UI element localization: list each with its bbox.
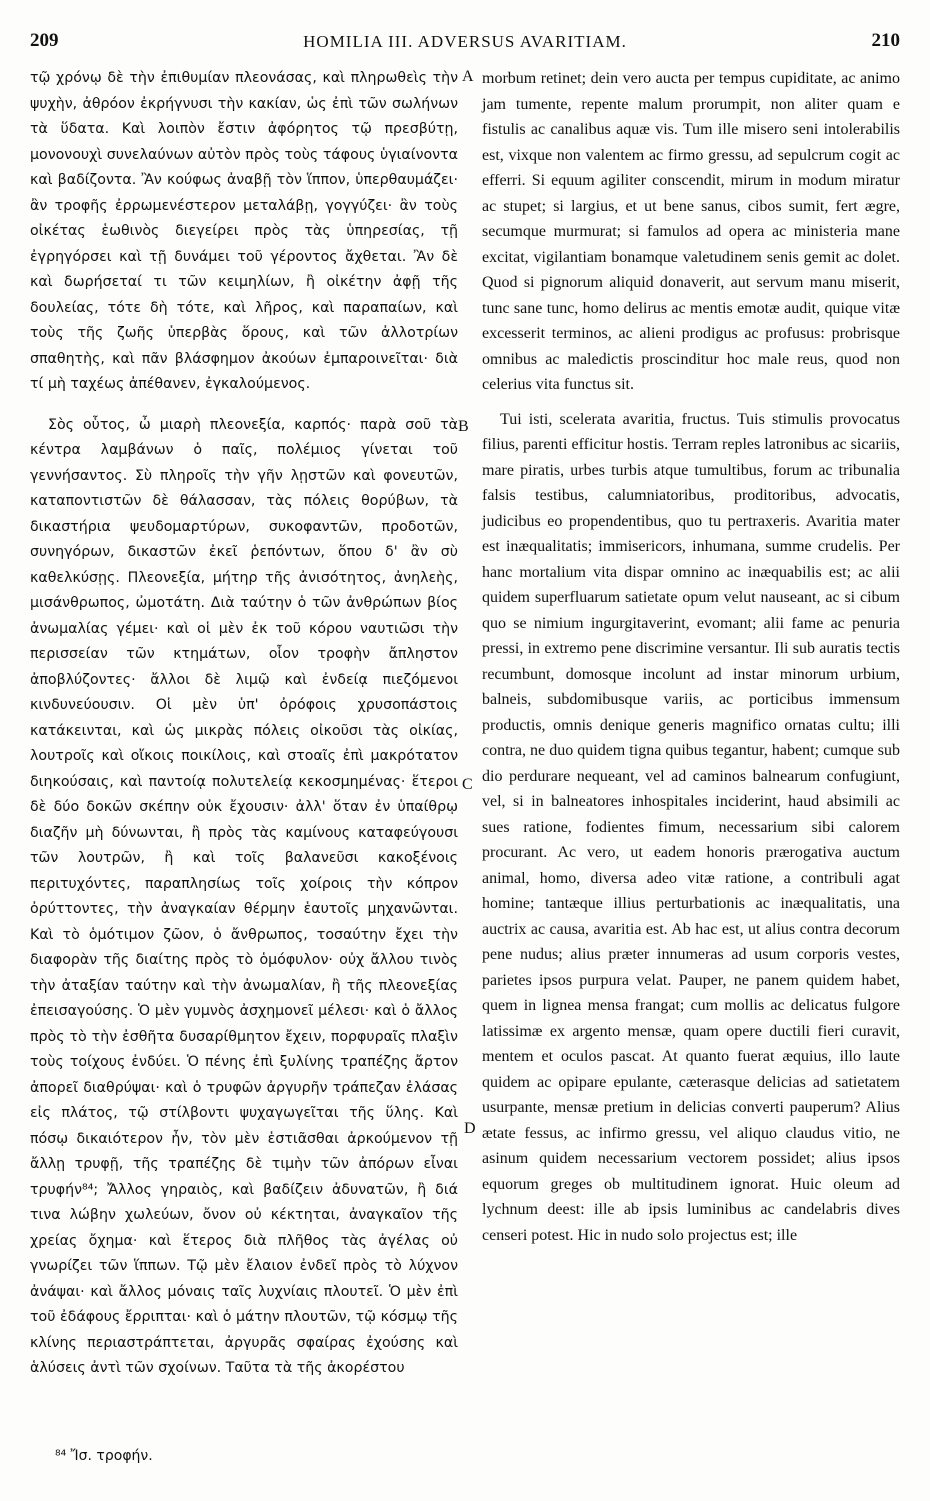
greek-paragraph-1: τῷ χρόνῳ δὲ τὴν ἐπιθυμίαν πλεονάσας, καὶ πληρωθεὶς τὴν ψυχὴν, ἀθρόον ἐκρήγνυσι τὴν κακίαν, ὡς ἐπὶ τῶν σωλήνων τὰ ὕδατα. Καὶ λοιπὸν ἔστιν ἀφόρητος τῷ πρεσβύτῃ, μονονουχὶ συνελαύνων αὐτὸν πρὸς τοὺς τάφους ὑγιαίνοντα καὶ βαδίζοντα. Ἂν κούφως ἀναβῇ τὸν ἵππον, ὑπερθαυμάζει· ἂν τροφῆς ἐρρωμενέστερον μεταλάβῃ, γογγύζει· ἂν τοὺς οἰκέτας ἑωθινὸς διεγείρει πρὸς τὰς ὑπηρεσίας, τῇ ἐγρηγόρσει καὶ τῇ δυνάμει τοῦ γέροντος ἄχθεται. Ἂν δὲ καὶ δωρήσεταί τι τῶν κειμηλίων, ἢ οἰκέτην ἀφῇ τῆς δουλείας, τότε δὴ τότε, καὶ λῆρος, καὶ παραπαίων, καὶ τοὺς τῆς ζωῆς ὑπερβὰς ὅρους, καὶ τῶν ἀλλοτρίων σπαθητὴς, καὶ πᾶν βλάσφημον ἀκούων ἐμπαροινεῖται· διὰ τί μὴ ταχέως ἀπέθανεν, ἐγκαλούμενος. [30, 70, 458, 392]
latin-paragraph-2: Tui isti, scelerata avaritia, fructus. Tuis stimulis provocatus filius, parenti efficitur hostis. Terram reples latronibus ac sicariis, mare piratis, urbes turbis atque tumultibus, forum ac tribunalia falsis testibus, calumniatoribus, proditoribus, advocatis, judicibus eo propendentibus, quo tu pertraxeris. Avaritia mater est inæqualitatis; immisericors, inhumana, summe crudelis. Per hanc mortalium vita dispar omnino ac inæquabilis est; ac alii quidem superfluarum satietate opum velut nauseant, ac si cibum quo se nimium ingurgitaverint, evomant; alii fame ac penuria pressi, in extremo pene discrimine versantur. Ili sub auratis tectis recumbunt, domosque incolunt ad instar minorum urbium, balneis, subdomibusque variis, ac porticibus immensum productis, omnis denique generis magnifico ornatas cultu; illi contra, ne duo quidem tigna quibus tegantur, habent; cumque sub dio perdurare nequeant, vel ad caminos balnearum confugiunt, vel, si in balneatores inhospitales inciderint, haud absimili ac sues ratione, fodientes fimum, necessarium sibi calorem procurant. Ac vero, ut eadem honoris prærogativa auctum animal, homo, diversa adeo vitæ ratione, a contribuli agat homine; tantæque illius perturbationis ac inæqualitatis, una auctrix ac causa, avaritia est. Ab hac est, ut alius contra decorum pene nudus; alius præter innumeras ad usum corporis vestes, parietes ipsos purpura velat. Pauper, ne panem quidem habet, quem in lignea mensa frangat; cum mollis ac delicatus fulgore latissimæ ex argento mensæ, quam opere ductili fieri curavit, mentem et oculos pascat. At quanto fuerat æquius, illo laute quidem ac opipare epulante, cæterasque delicias ad satietatem usurpante, mensæ pretium in delicias converti pauperum? Alius ætate fessus, ac infirmo gressu, vel aliquo claudus vitio, ne asinum quidem necessarium vectorem possidet; alius ipsos equorum greges ob multitudinem ignorat. Huic oleum ad lychnum deest: ille ab ipsis luminibus ac candelabris dives censeri potest. Hic in nudo solo projectus est; ille [482, 410, 900, 1244]
running-title: HOMILIA III. ADVERSUS AVARITIAM. [303, 32, 627, 51]
latin-column [482, 66, 900, 1248]
latin-paragraph-1: morbum retinet; dein vero aucta per tempus cupiditate, ac animo jam tumente, repente malum prorumpit, non aliter quam e fistulis ac canalibus aquæ vis. Tum ille misero seni intolerabilis est, vixque non valentem ac firmo gressu, ad sepulcrum cogit ac efferri. Si equum agiliter conscendit, mirum in modum miratur ac stupet; si largius, et ut bene sanus, cibos sumit, fert ægre, secumque murmurat; si famulos ad opera ac ministeria mane excitat, vigilantiam bonamque valetudinem senis gemit ac dolet. Quod si pignorum aliquid donaverit, aut servum manu miserit, tunc sane tunc, homo delirus ac mentis emotæ audit, quique vitæ excesserit terminos, ac alieni prodigus ac profusus: probrisque omnibus ac maledictis proscinditur hoc male reus, quod non celerius vita functus sit. [482, 70, 900, 393]
margin-marker-d: D [464, 1120, 476, 1137]
greek-paragraph-2: Σὸς οὗτος, ὦ μιαρὴ πλεονεξία, καρπός· παρὰ σοῦ τὰ κέντρα λαμβάνων ὁ παῖς, πολέμιος γίνεται τοῦ γεννήσαντος. Σὺ πληροῖς τὴν γῆν λῃστῶν καὶ φονευτῶν, καταποντιστῶν δὲ θάλασσαν, τὰς πόλεις θορύβων, τὰ δικαστήρια ψευδομαρτύρων, συκοφαντῶν, προδοτῶν, συνηγόρων, δικαστῶν ἐκεῖ ῥεπόντων, ὅπου δ' ἂν σὺ καθελκύσῃς. Πλεονεξία, μήτηρ τῆς ἀνισότητος, ἀνηλεὴς, μισάνθρωπος, ὠμοτάτη. Διὰ ταύτην ὁ τῶν ἀνθρώπων βίος ἀνωμαλίας γέμει· καὶ οἱ μὲν ἐκ τοῦ κόρου ναυτιῶσι τὴν περισσείαν τῶν κτημάτων, οἷον τροφὴν ἄπληστον ἀποβλύζοντες· ἄλλοι δὲ λιμῷ καὶ ἐνδείᾳ πιεζόμενοι κινδυνεύουσιν. Οἱ μὲν ὑπ' ὀρόφοις χρυσοπάστοις κατάκεινται, καὶ ὡς μικρὰς πόλεις οἰκοῦσι τὰς οἰκίας, λουτροῖς καὶ οἴκοις ποικίλοις, καὶ στοαῖς ἐπὶ μακρότατον διηκούσαις, καὶ παντοίᾳ πολυτελείᾳ κεκοσμημένας· ἕτεροι δὲ δύο δοκῶν σκέπην οὐκ ἔχουσιν· ἀλλ' ὅταν ἐν ὑπαίθρῳ διαζῆν μὴ δύνωνται, ἢ πρὸς τὰς καμίνους καταφεύγουσι τῶν λουτρῶν, ἢ καὶ τοῖς βαλανεῦσι κακοξένοις περιτυχόντες, παραπλησίως τοῖς χοίροις τὴν κόπρον ὀρύττοντες, τὴν ἀναγκαίαν θέρμην ἑαυτοῖς μηχανῶνται. Καὶ τὸ ὁμότιμον ζῶον, ὁ ἄνθρωπος, τοσαύτην ἔχει τὴν διαφορὰν τῆς διαίτης πρὸς τὸ ὁμόφυλον· οὐχ ἄλλου τινὸς τὴν ἀταξίαν ταύτην καὶ τὴν ἀνωμαλίαν, ἢ τῆς πλεονεξίας ἐπεισαγούσης. Ὁ μὲν γυμνὸς ἀσχημονεῖ μέλεσι· καὶ ὁ ἄλλος πρὸς τὸ τὴν ἐσθῆτα δυσαρίθμητον ἔχειν, πορφυραῖς πλαξὶν τοὺς τοίχους ἐνδύει. Ὁ πένης ἐπὶ ξυλίνης τραπέζης ἄρτον ἀπορεῖ διαθρύψαι· καὶ ὁ τρυφῶν ἀργυρῆν τράπεζαν ἐλάσας εἰς πλάτος, τῷ στίλβοντι ψυχαγωγεῖται τῆς ὕλης. Καὶ πόσῳ δικαιότερον ἦν, τὸν μὲν ἑστιᾶσθαι ἀρκούμενον τῇ ἄλλῃ τρυφῇ, τῆς τραπέζης δὲ τιμὴν τῶν ἀπόρων εἶναι τρυφήν⁸⁴; Ἄλλος γηραιὸς, καὶ βαδίζειν ἀδυνατῶν, ἢ διά τινα λώβην χωλεύων, ὄνον οὐ κέκτηται, ἀναγκαῖον τῆς χρείας ὄχημα· καὶ ἕτερος διὰ πλῆθος τὰς ἀγέλας οὐ γνωρίζει τῶν ἵππων. Τῷ μὲν ἔλαιον ἐνδεῖ πρὸς τὸ λύχνον ἀνάψαι· καὶ ἄλλος μόναις ταῖς λυχνίαις πλουτεῖ. Ὁ μὲν ἐπὶ τοῦ ἐδάφους ἔρριπται· καὶ ὁ μάτην πλουτῶν, τῷ κόσμῳ τῆς κλίνης περιαστράπτεται, ἀργυρᾶς σφαίρας ἐχούσης καὶ ἁλύσεις ἀντὶ τῶν σχοίνων. Ταῦτα τὰ τῆς ἀκορέστου [30, 416, 458, 1376]
margin-marker-b: B [458, 418, 469, 435]
footnote: ⁸⁴ Ἴσ. τροφήν. [55, 1448, 153, 1464]
page-number-right: 210 [871, 30, 900, 51]
greek-column [30, 66, 458, 1382]
page-header [30, 30, 900, 56]
margin-marker-c: C [462, 776, 473, 793]
page-number-left: 209 [30, 30, 59, 51]
margin-marker-a: A [462, 68, 474, 85]
